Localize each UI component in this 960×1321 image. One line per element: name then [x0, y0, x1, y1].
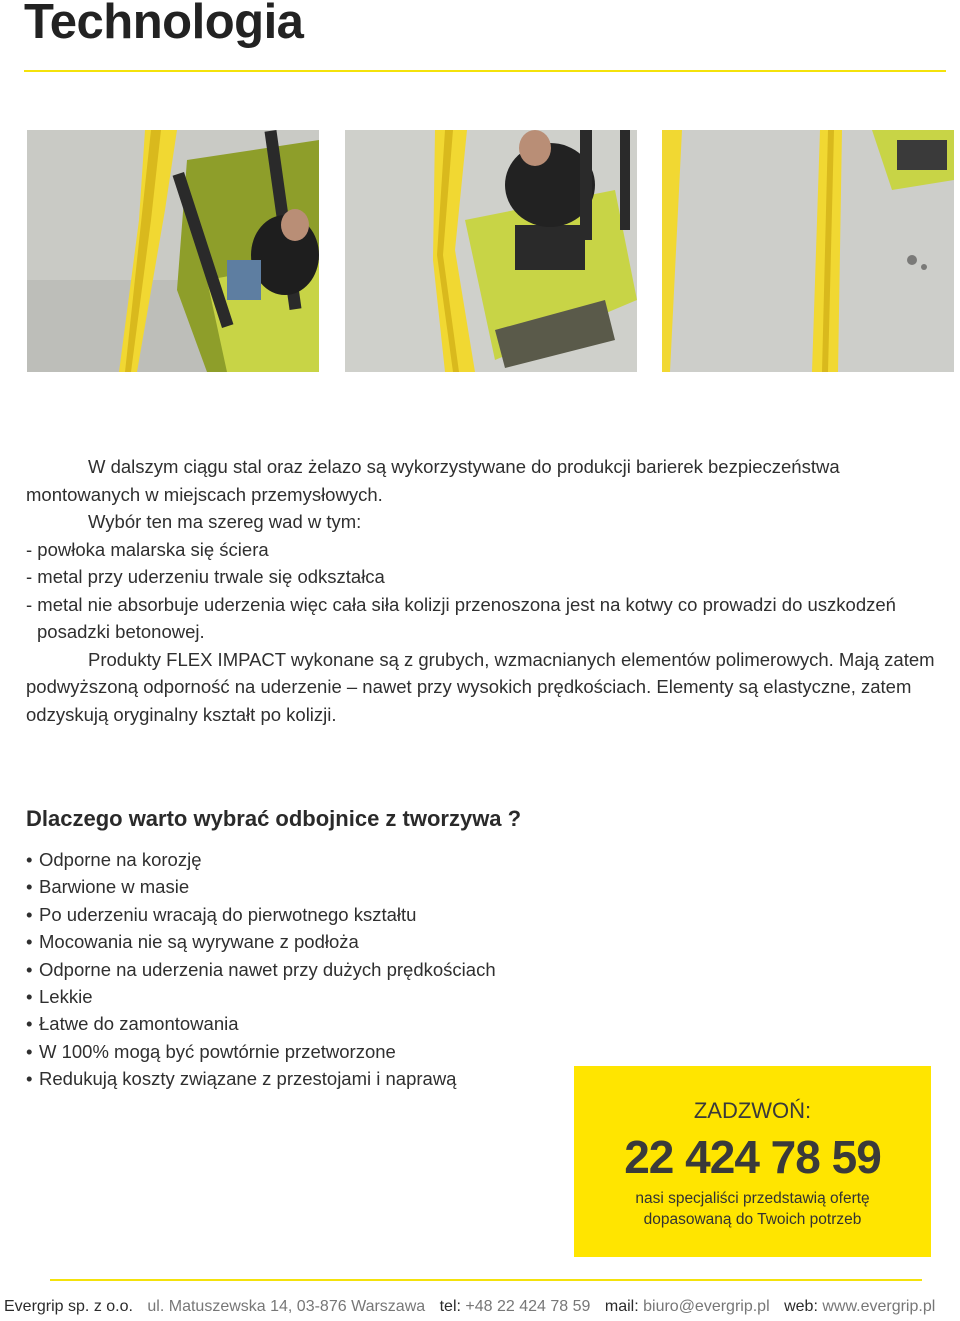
drawback-item: - powłoka malarska się ściera [26, 538, 269, 560]
forklift-photo-center [345, 130, 637, 372]
footer-address: ul. Matuszewska 14, 03-876 Warszawa [147, 1298, 426, 1315]
bullet-icon: • [26, 1068, 33, 1090]
callout-label: ZADZWOŃ: [693, 1098, 812, 1123]
bullet-icon: • [26, 849, 33, 870]
intro-paragraph-1: W dalszym ciągu stal oraz żelazo są wykorzystywane do produkcji barierek bezpieczeństwa montowanych w miejscach przemysłowych. [26, 456, 840, 505]
footer-tel[interactable]: +48 22 424 78 59 [465, 1298, 591, 1315]
list-item: • Mocowania nie są wyrywane z podłoża [26, 928, 496, 955]
benefits-list [26, 846, 496, 1093]
intro-text [26, 453, 956, 728]
intro-paragraph-3: Produkty FLEX IMPACT wykonane są z grubych, wzmacnianych elementów polimerowych. Mają zatem podwyższoną odporność na uderzenie – nawet przy wysokich prędkościach. Elementy są elastyczne, zatem odzyskują oryginalny kształt po kolizji. [26, 648, 935, 725]
bullet-icon: • [26, 931, 33, 953]
bullet-icon: • [26, 1013, 33, 1035]
intro-paragraph-2: Wybór ten ma szereg wad w tym: [88, 511, 362, 532]
bullet-icon: • [26, 986, 33, 1008]
drawback-item: - metal przy uderzeniu trwale się odkształca [26, 566, 385, 587]
list-item: • W 100% mogą być powtórnie przetworzone [26, 1038, 496, 1065]
list-item: • Odporne na uderzenia nawet przy dużych prędkościach [26, 956, 496, 983]
footer [4, 1298, 935, 1316]
bullet-icon: • [26, 876, 33, 898]
bullet-icon: • [26, 903, 33, 925]
list-item: • Barwione w masie [26, 873, 496, 900]
list-item: • Po uderzeniu wracają do pierwotnego kształtu [26, 901, 496, 928]
bullet-icon: • [26, 958, 33, 980]
drawback-item: - metal nie absorbuje uderzenia więc cała siła kolizji przenoszona jest na kotwy co prowadzi do uszkodzeń posadzki betonowej. [26, 593, 896, 642]
why-heading: Dlaczego warto wybrać odbojnice z tworzywa ? [26, 806, 522, 831]
footer-web[interactable]: www.evergrip.pl [822, 1298, 936, 1315]
footer-mail[interactable]: biuro@evergrip.pl [643, 1298, 770, 1315]
footer-divider [50, 1279, 922, 1281]
callout-phone[interactable]: 22 424 78 59 [624, 1131, 881, 1183]
title-divider [24, 70, 946, 72]
contact-callout [574, 1066, 931, 1257]
footer-web-label: web: [784, 1298, 818, 1315]
footer-company: Evergrip sp. z o.o. [4, 1298, 133, 1315]
footer-mail-label: mail: [604, 1298, 639, 1315]
footer-tel-label: tel: [439, 1298, 461, 1315]
list-item: • Odporne na korozję [26, 846, 496, 873]
page-title: Technologia [24, 0, 304, 49]
forklift-photo-left [27, 130, 319, 372]
forklift-photo-right [662, 130, 954, 372]
bullet-icon: • [26, 1040, 33, 1062]
list-item: • Redukują koszty związane z przestojami i naprawą [26, 1065, 496, 1092]
callout-subtext: nasi specjaliści przedstawią ofertę dopasowaną do Twoich potrzeb [635, 1190, 870, 1228]
list-item: • Łatwe do zamontowania [26, 1010, 496, 1037]
list-item: • Lekkie [26, 983, 496, 1010]
